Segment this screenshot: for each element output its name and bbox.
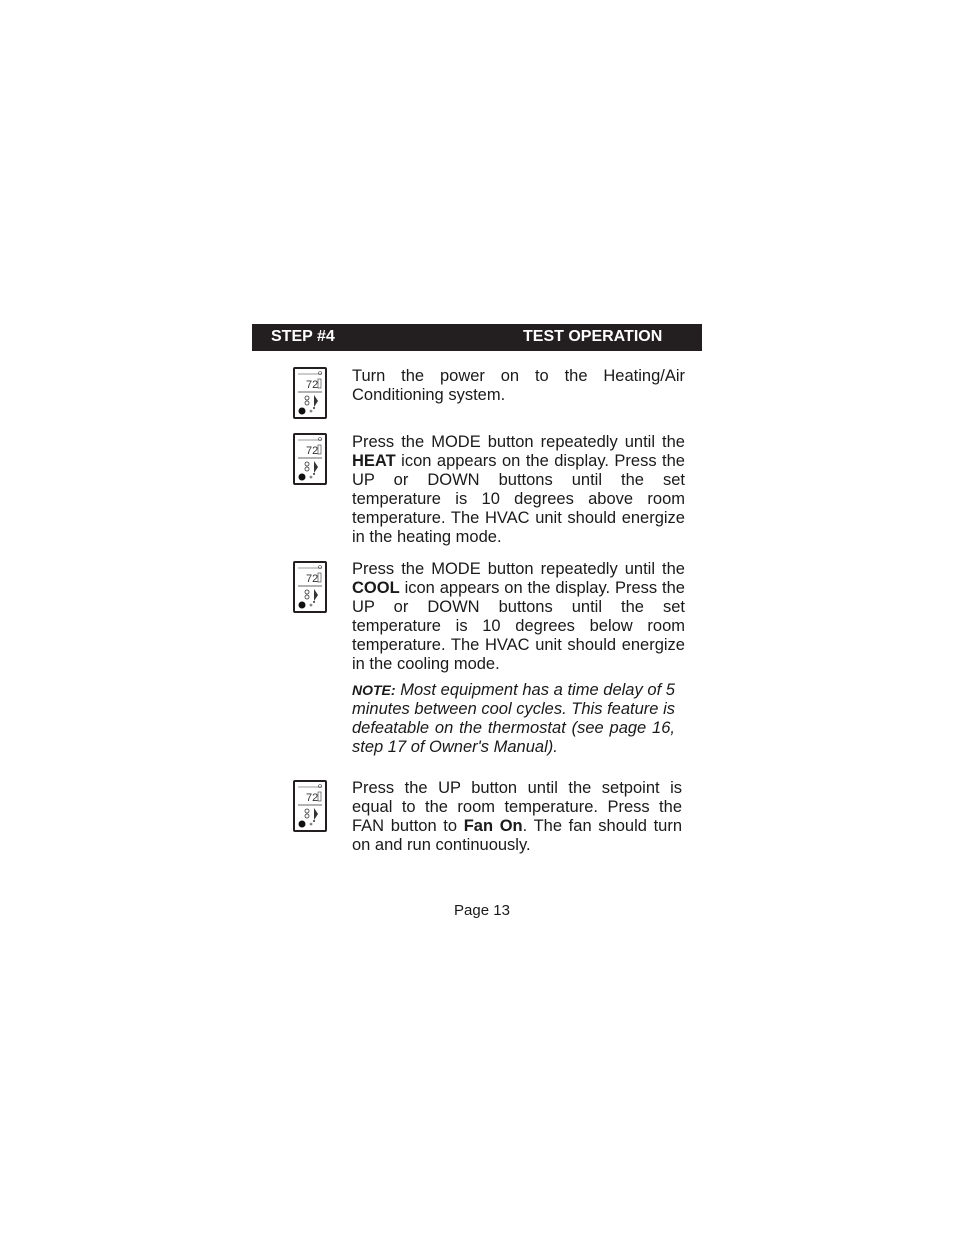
- step-1-text: Turn the power on to the Heating/Air Conditioning system.: [352, 367, 685, 404]
- note-block: NOTE: Most equipment has a time delay of 5 minutes between cool cycles. This feature is defeatable on the thermostat (see page 16, step 17 of Owner's Manual).: [352, 681, 675, 756]
- section-title: TEST OPERATION: [523, 328, 663, 345]
- thermostat-drawing: [295, 782, 325, 830]
- thermostat-icon: [293, 780, 327, 832]
- note-label: NOTE:: [352, 682, 396, 698]
- page-number: Page 13: [454, 902, 510, 919]
- fan-on-label: Fan On: [463, 817, 523, 835]
- thermostat-drawing: [295, 435, 325, 483]
- display-reading: 72: [306, 445, 319, 457]
- thermostat-icon: [293, 561, 327, 613]
- display-reading: 72: [306, 379, 319, 391]
- thermostat-icon: [293, 367, 327, 419]
- step-3-text: Press the MODE button repeatedly until the COOL icon appears on the display. Press the UP or DOWN buttons until the set temperature is 10 degrees below room temperature. The HVAC unit should energize in the cooling mode.: [352, 560, 685, 673]
- heat-label: HEAT: [352, 452, 396, 470]
- step-2-text: Press the MODE button repeatedly until the HEAT icon appears on the display. Press the UP or DOWN buttons until the set temperature is 10 degrees above room temperature. The HVAC unit should energize in the heating mode.: [352, 433, 685, 546]
- thermostat-drawing: [295, 369, 325, 417]
- cool-label: COOL: [352, 579, 400, 597]
- thermostat-drawing: [295, 563, 325, 611]
- thermostat-icon: [293, 433, 327, 485]
- step-number: STEP #4: [271, 328, 335, 345]
- section-header: [252, 324, 702, 351]
- display-reading: 72: [306, 573, 319, 585]
- step-4-text: Press the UP button until the setpoint is equal to the room temperature. Press the FAN button to Fan On. The fan should turn on and run continuously.: [352, 779, 682, 854]
- display-reading: 72: [306, 792, 319, 804]
